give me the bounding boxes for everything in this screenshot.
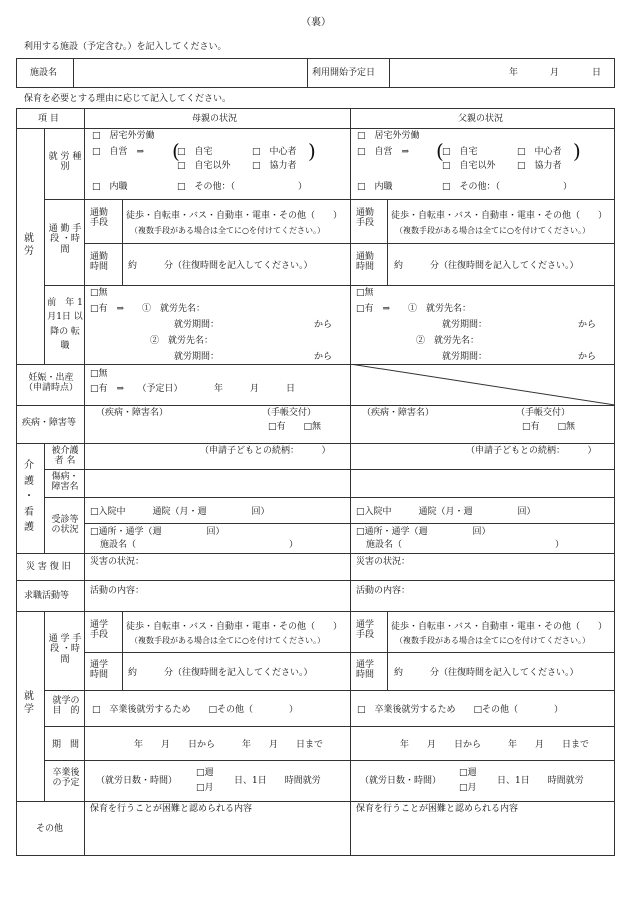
- from-label: から: [314, 352, 333, 362]
- facility-name-label: 施設名: [30, 68, 58, 78]
- father-purpose[interactable]: □ 卒業後就労するため □その他（ ）: [357, 705, 564, 715]
- means-note: （複数手段がある場合は全てに○を付けてください。）: [130, 636, 325, 645]
- father-other-text[interactable]: 保育を行うことが困難と認められる内容: [356, 804, 519, 814]
- mother-job[interactable]: 活動の内容：: [90, 586, 145, 596]
- purpose-label: 就学の 目 的: [52, 696, 80, 717]
- column-father: 父親の状況: [458, 114, 504, 124]
- father-after: （就労日数・時間）: [360, 776, 442, 786]
- bracket-right: ): [308, 139, 316, 163]
- instruction-reason: 保育を必要とする理由に応じて記入してください。: [24, 94, 232, 104]
- father-relation[interactable]: （申請子どもとの続柄： ）: [466, 446, 597, 456]
- father-study-means[interactable]: 徒歩・自転車・バス・自動車・電車・その他（ ）: [391, 622, 608, 632]
- father-self[interactable]: □ 自営 ⇒: [357, 147, 410, 157]
- father-week[interactable]: □週: [459, 768, 477, 778]
- pregnancy-yes[interactable]: □有 ⇒ （予定日） 年 月 日: [90, 384, 296, 394]
- pregnancy-label: 妊娠・出産 （申請時点）: [23, 373, 78, 394]
- mother-home[interactable]: □ 自宅: [177, 147, 213, 157]
- start-date-label: 利用開始予定日: [312, 68, 376, 78]
- mother-disaster[interactable]: 災害の状況：: [90, 557, 145, 567]
- father-period1: 就労期間：: [442, 320, 488, 330]
- father-means[interactable]: 徒歩・自転車・バス・自動車・電車・その他（ ）: [391, 211, 608, 221]
- father-job[interactable]: 活動の内容：: [356, 586, 411, 596]
- father-study-time[interactable]: 約 分（往復時間を記入してください。）: [394, 668, 579, 678]
- mother-main[interactable]: □ 中心者: [252, 147, 297, 157]
- section-work: 就 労: [24, 233, 34, 257]
- father-prev-none[interactable]: □無: [356, 288, 374, 298]
- father-disaster[interactable]: 災害の状況：: [356, 557, 411, 567]
- mother-other-home[interactable]: □ 自宅以外: [177, 161, 231, 171]
- mother-disease[interactable]: （疾病・障害名）: [96, 408, 169, 418]
- facility-name-field[interactable]: [74, 60, 306, 86]
- bracket-left: (: [436, 139, 444, 163]
- mother-study-time-label: 通学時間: [90, 660, 109, 681]
- means-note: （複数手段がある場合は全てに○を付けてください。）: [130, 226, 325, 235]
- mother-after: （就労日数・時間）: [96, 776, 178, 786]
- page-title: （裏）: [301, 17, 331, 28]
- instruction-facility: 利用する施設（予定含む。）を記入してください。: [24, 42, 227, 52]
- mother-relation[interactable]: （申請子どもとの続柄： ）: [200, 446, 331, 456]
- father-time-label: 通勤時間: [356, 252, 375, 273]
- mother-helper[interactable]: □ 協力者: [252, 161, 297, 171]
- month-label: 月: [550, 68, 560, 78]
- mother-prev-yes[interactable]: □有 ⇒ ① 就労先名：: [90, 304, 206, 314]
- mother-inner[interactable]: □ 内職: [92, 182, 128, 192]
- father-school[interactable]: □通所・通学（週 回）: [356, 527, 491, 537]
- mother-second[interactable]: ② 就労先名：: [150, 336, 214, 346]
- mother-time[interactable]: 約 分（往復時間を記入してください。）: [128, 261, 313, 271]
- father-home-out[interactable]: □ 居宅外労働: [357, 131, 420, 141]
- commute-label: 通 勤 手 段 ・時間: [48, 224, 82, 255]
- father-time[interactable]: 約 分（往復時間を記入してください。）: [394, 261, 579, 271]
- mother-facility[interactable]: 施設名（ ）: [100, 540, 299, 550]
- study-commute-label: 通 学 手 段 ・時間: [48, 634, 82, 665]
- diagonal-line: [350, 364, 615, 405]
- mother-week[interactable]: □週: [196, 768, 214, 778]
- pregnancy-none[interactable]: □無: [90, 369, 108, 379]
- from-label: から: [578, 352, 597, 362]
- bracket-left: (: [172, 139, 180, 163]
- other-label: その他: [36, 824, 64, 834]
- father-notebook: （手帳交付）: [516, 408, 571, 418]
- father-means-label: 通勤手段: [356, 208, 375, 229]
- father-notebook-options[interactable]: □有 □無: [522, 422, 576, 432]
- period-label: 期 間: [52, 740, 80, 750]
- illness-label: 疾病・障害等: [22, 418, 77, 428]
- mother-period2: 就労期間：: [174, 352, 220, 362]
- means-note: （複数手段がある場合は全てに○を付けてください。）: [395, 226, 590, 235]
- from-label: から: [314, 320, 333, 330]
- mother-time-label: 通勤時間: [90, 252, 109, 273]
- mother-other-text[interactable]: 保育を行うことが困難と認められる内容: [90, 804, 253, 814]
- column-item: 項 目: [38, 114, 59, 124]
- father-facility[interactable]: 施設名（ ）: [366, 540, 565, 550]
- father-study-time-label: 通学時間: [356, 660, 375, 681]
- mother-study-means[interactable]: 徒歩・自転車・バス・自動車・電車・その他（ ）: [126, 622, 343, 632]
- mother-study-time[interactable]: 約 分（往復時間を記入してください。）: [128, 668, 313, 678]
- mother-means[interactable]: 徒歩・自転車・バス・自動車・電車・その他（ ）: [126, 211, 343, 221]
- care-person-label: 被介護 者 名: [51, 446, 79, 467]
- section-study: 就 学: [24, 691, 34, 715]
- father-other[interactable]: □ その他：（ ）: [442, 182, 573, 192]
- mother-month[interactable]: □月: [196, 783, 214, 793]
- section-care: 介 護 ・ 看 護: [24, 460, 34, 533]
- column-mother: 母親の状況: [192, 114, 238, 124]
- mother-other[interactable]: □ その他：（ ）: [177, 182, 308, 192]
- father-second[interactable]: ② 就労先名：: [416, 336, 480, 346]
- mother-purpose[interactable]: □ 卒業後就労するため □その他（ ）: [92, 705, 299, 715]
- mother-days[interactable]: 日、1日 時間就労: [234, 776, 321, 786]
- year-label: 年: [509, 68, 519, 78]
- bracket-right: ): [573, 139, 581, 163]
- father-period[interactable]: 年 月 日から 年 月 日まで: [400, 740, 590, 750]
- father-home[interactable]: □ 自宅: [442, 147, 478, 157]
- mother-school[interactable]: □通所・通学（週 回）: [90, 527, 225, 537]
- father-hospital[interactable]: □入院中 通院（月・週 回）: [356, 507, 536, 517]
- mother-notebook-options[interactable]: □有 □無: [268, 422, 322, 432]
- care-status-label: 受診等 の状況: [51, 515, 79, 536]
- mother-self[interactable]: □ 自営 ⇒: [92, 147, 145, 157]
- mother-hospital[interactable]: □入院中 通院（月・週 回）: [90, 507, 270, 517]
- prev-job-label: 前 年 1月1日 以降の 転 職: [47, 298, 89, 352]
- mother-study-means-label: 通学手段: [90, 620, 109, 641]
- mother-home-out[interactable]: □ 居宅外労働: [92, 131, 155, 141]
- father-month[interactable]: □月: [459, 783, 477, 793]
- from-label: から: [578, 320, 597, 330]
- father-other-home[interactable]: □ 自宅以外: [442, 161, 496, 171]
- father-helper[interactable]: □ 協力者: [517, 161, 562, 171]
- mother-means-label: 通勤手段: [90, 208, 109, 229]
- father-disease[interactable]: （疾病・障害名）: [362, 408, 435, 418]
- care-injury-label: 傷病・ 障害名: [51, 472, 79, 493]
- father-prev-yes[interactable]: □有 ⇒ ① 就労先名：: [356, 304, 472, 314]
- father-period2: 就労期間：: [442, 352, 488, 362]
- day-label: 日: [592, 68, 602, 78]
- after-label: 卒業後 の予定: [52, 768, 80, 789]
- mother-period[interactable]: 年 月 日から 年 月 日まで: [134, 740, 324, 750]
- father-days[interactable]: 日、1日 時間就労: [497, 776, 584, 786]
- mother-period1: 就労期間：: [174, 320, 220, 330]
- job-search-label: 求職活動等: [24, 591, 70, 601]
- disaster-label: 災 害 復 旧: [26, 562, 71, 572]
- father-study-means-label: 通学手段: [356, 620, 375, 641]
- father-main[interactable]: □ 中心者: [517, 147, 562, 157]
- means-note: （複数手段がある場合は全てに○を付けてください。）: [395, 636, 590, 645]
- mother-notebook: （手帳交付）: [262, 408, 317, 418]
- mother-prev-none[interactable]: □無: [90, 288, 108, 298]
- work-type-label: 就 労 種 別: [48, 152, 82, 173]
- father-inner[interactable]: □ 内職: [357, 182, 393, 192]
